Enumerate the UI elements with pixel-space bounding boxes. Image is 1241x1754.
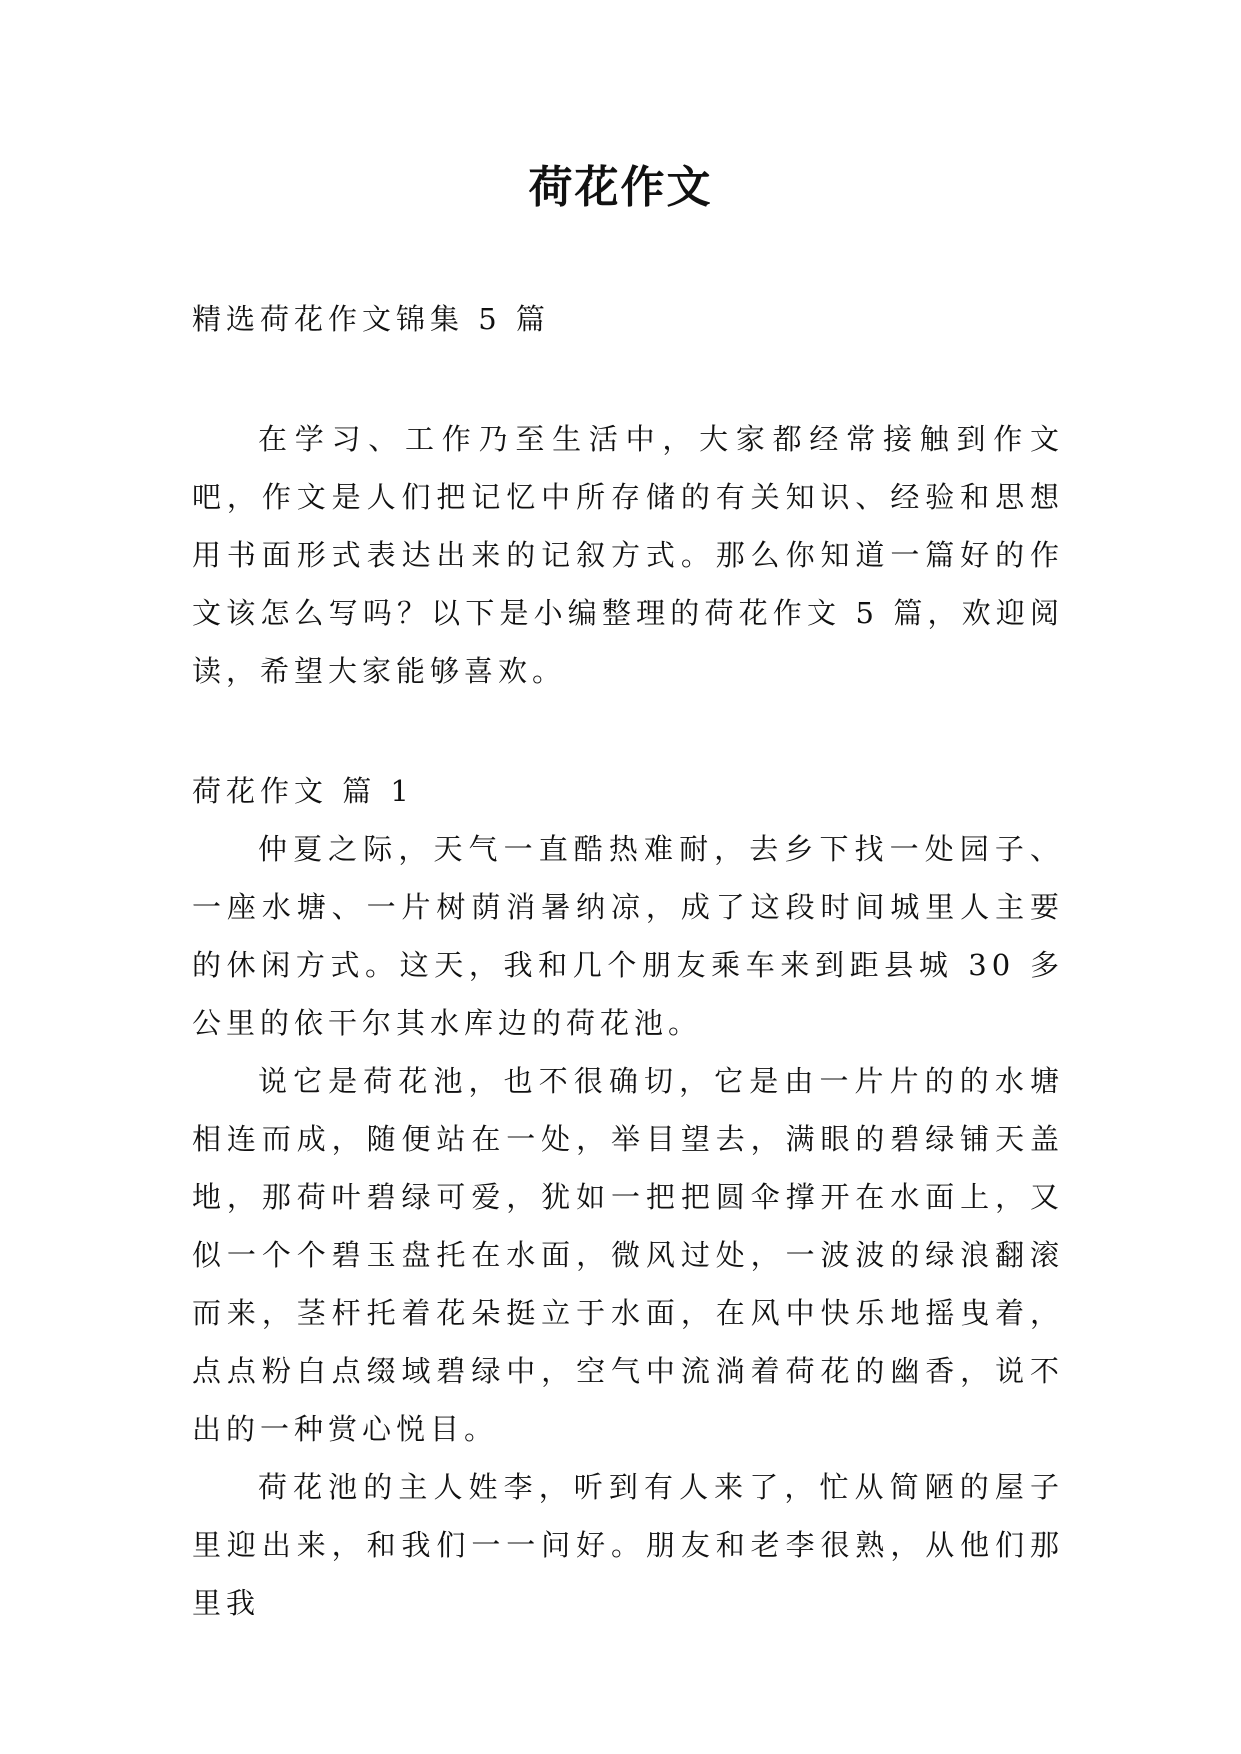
body-paragraph: 说它是荷花池，也不很确切，它是由一片片的的水塘相连而成，随便站在一处，举目望去，满眼的碧绿铺天盖地，那荷叶碧绿可爱，犹如一把把圆伞撑开在水面上，又似一个个碧玉盘托在水面，微风过处，一波波的绿浪翻滚而来，茎杆托着花朵挺立于水面，在风中快乐地摇曳着，点点粉白点缀域碧绿中，空气中流淌着荷花的幽香，说不出的一种赏心悦目。 xyxy=(192,1064,1064,1446)
body-paragraph: 荷花池的主人姓李，听到有人来了，忙从简陋的屋子里迎出来，和我们一一问好。朋友和老李很熟，从他们那里我 xyxy=(192,1470,1064,1620)
document-subtitle: 精选荷花作文锦集 5 篇 xyxy=(192,302,550,336)
document-body xyxy=(192,290,1064,1632)
section-heading: 荷花作文 篇 1 xyxy=(192,774,414,808)
body-paragraph: 仲夏之际，天气一直酷热难耐，去乡下找一处园子、一座水塘、一片树荫消暑纳凉，成了这段时间城里人主要的休闲方式。这天，我和几个朋友乘车来到距县城 30 多公里的依干尔其水库边的荷花池。 xyxy=(192,832,1064,1040)
document-title: 荷花作文 xyxy=(528,162,713,213)
intro-paragraph: 在学习、工作乃至生活中，大家都经常接触到作文吧，作文是人们把记忆中所存储的有关知识、经验和思想用书面形式表达出来的记叙方式。那么你知道一篇好的作文该怎么写吗？以下是小编整理的荷花作文 5 篇，欢迎阅读，希望大家能够喜欢。 xyxy=(192,422,1064,688)
